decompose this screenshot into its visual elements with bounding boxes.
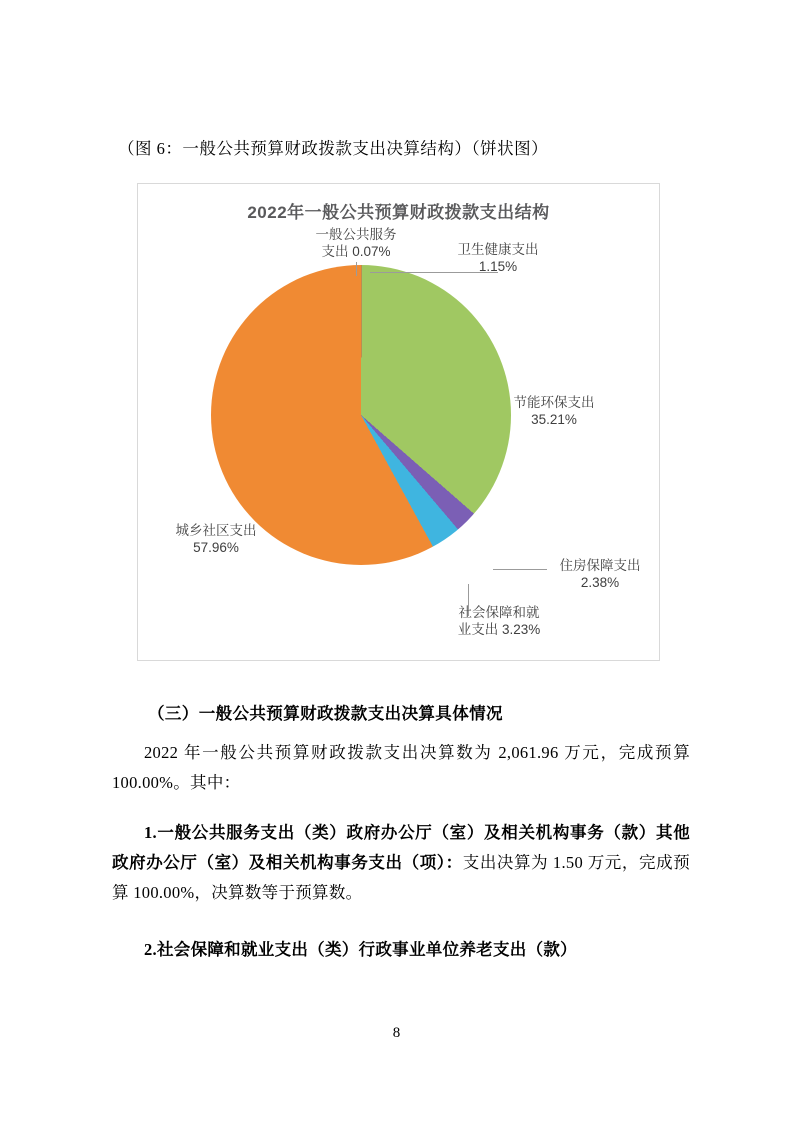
page-number: 8 bbox=[392, 1025, 401, 1041]
paragraph-item-2-bold: 2.社会保障和就业支出（类）行政事业单位养老支出（款） bbox=[144, 940, 577, 959]
paragraph-item-2 bbox=[112, 935, 690, 965]
paragraph-item-1-rest: 支出决算为 1.50 万元，完成预算 100.00%，决算数等于预算数。 bbox=[112, 853, 690, 902]
leader-line-general-public bbox=[356, 262, 357, 276]
paragraph-item-1-bold: 1.一般公共服务支出（类）政府办公厅（室）及相关机构事务（款）其他政府办公厅（室）及相关机构事务支出（项）： bbox=[112, 823, 690, 872]
pie-label-social-security-employment: 社会保障和就 业支出 3.23% bbox=[457, 605, 541, 637]
paragraph-summary bbox=[112, 738, 690, 798]
pie-label-urban-rural-community: 城乡社区支出 57.96% bbox=[175, 523, 257, 555]
figure-caption: （图 6：一般公共预算财政拨款支出决算结构）（饼状图） bbox=[118, 139, 549, 158]
pie-label-housing-security: 住房保障支出 2.38% bbox=[559, 558, 641, 590]
pie-container bbox=[211, 265, 511, 565]
leader-line-housing bbox=[493, 569, 547, 570]
pie-label-energy-environment: 节能环保支出 35.21% bbox=[513, 395, 595, 427]
pie-graphic bbox=[211, 265, 511, 565]
chart-title: 2022年一般公共预算财政拨款支出结构 bbox=[247, 203, 550, 222]
section-heading: （三）一般公共预算财政拨款支出决算具体情况 bbox=[148, 704, 503, 723]
pie-label-health: 卫生健康支出 1.15% bbox=[457, 242, 539, 274]
pie-chart-figure bbox=[137, 183, 660, 661]
pie-label-general-public-service: 一般公共服务 支出 0.07% bbox=[315, 227, 397, 259]
paragraph-summary-text: 2022 年一般公共预算财政拨款支出决算数为 2,061.96 万元，完成预算 100.00%。其中： bbox=[112, 743, 690, 792]
paragraph-item-1 bbox=[112, 818, 690, 908]
